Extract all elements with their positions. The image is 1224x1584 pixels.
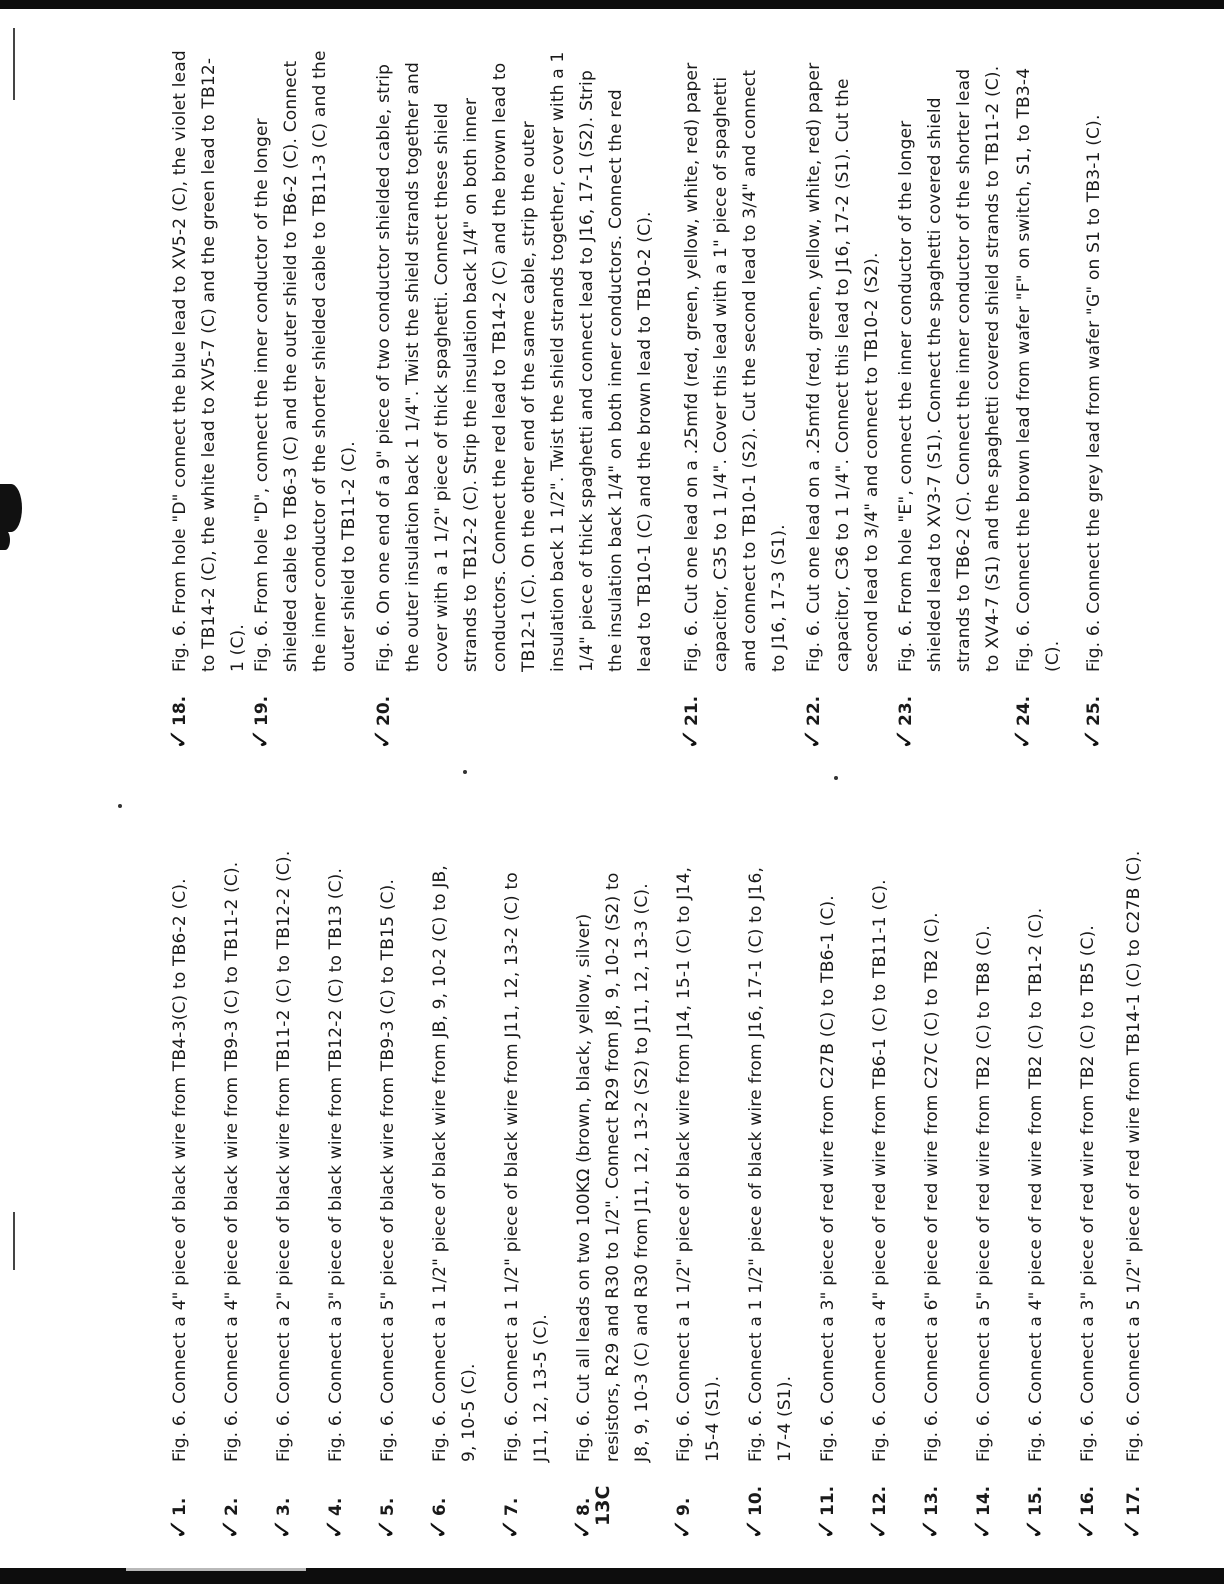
step-text: Fig. 6. Connect a 3" piece of red wire from TB2 (C) to TB5 (C). (1078, 924, 1098, 1462)
step-text: Fig. 6. Connect a 4" piece of red wire from TB2 (C) to TB1-2 (C). (1026, 907, 1046, 1462)
step-text: Fig. 6. From hole "D", connect the inner conductor of the longer shielded cable to TB6-3 (C) and the outer shield to TB6-2 (C). Connect the inner conductor of the shorter shielded cable to TB11-3 (C) and the outer shield to TB11-2 (C). (252, 50, 359, 672)
checkmark-icon: ✓ (496, 1518, 526, 1540)
step-number: 20. (374, 695, 394, 726)
checkmark-icon: ✓ (372, 1518, 402, 1540)
step-text: Fig. 6. Connect a 4" piece of black wire from TB9-3 (C) to TB11-2 (C). (222, 861, 242, 1462)
step-number: 2. (222, 1497, 242, 1516)
step-number: 17. (1124, 1485, 1144, 1516)
checkmark-icon: ✓ (246, 728, 276, 750)
step-text: Fig. 6. Connect a 4" piece of black wire from TB4-3(C) to TB6-2 (C). (170, 878, 190, 1462)
step-number: 12. (870, 1485, 890, 1516)
checkmark-icon: ✓ (968, 1518, 998, 1540)
step-text: Fig. 6. From hole "E", connect the inner conductor of the longer shielded lead to XV3-7 (S1). Connect the spaghetti covered shield strands to TB6-2 (C). Connect the inner conductor of the shorter lead to XV4-7 (S1) and the spaghetti covered shield strands to TB11-2 (C). (896, 65, 1003, 672)
margin-mark (13, 1212, 15, 1270)
checkmark-icon: ✓ (812, 1518, 842, 1540)
step-text: Fig. 6. Cut one lead on a .25mfd (red, green, yellow, white, red) paper capacitor, C36 to 1 1/4". Connect this lead to J16, 17-2 (S1). Cut the second lead to 3/4" and connect to TB10-2 (S2). (804, 62, 882, 672)
step-number: 3. (274, 1497, 294, 1516)
step-number: 23. (896, 695, 916, 726)
checkmark-icon: ✓ (1008, 728, 1038, 750)
step-text: Fig. 6. Connect the brown lead from wafer "F" on switch, S1, to TB3-4 (C). (1014, 67, 1063, 672)
checkmark-icon: ✓ (216, 1518, 246, 1540)
step-text: Fig. 6. Connect a 4" piece of red wire from TB6-1 (C) to TB11-1 (C). (870, 879, 890, 1462)
step-text: Fig. 6. Connect a 6" piece of red wire from C27C (C) to TB2 (C). (922, 912, 942, 1462)
step-number: 18. (170, 695, 190, 726)
step-text: Fig. 6. Connect a 1 1/2" piece of black wire from J14, 15-1 (C) to J14, 15-4 (S1). (674, 866, 723, 1462)
rotated-content (80, 30, 1160, 1538)
step-number: 4. (326, 1497, 346, 1516)
step-text: Fig. 6. Connect a 2" piece of black wire from TB11-2 (C) to TB12-2 (C). (274, 850, 294, 1462)
step-number: 25. (1084, 695, 1104, 726)
checkmark-icon: ✓ (916, 1518, 946, 1540)
checkmark-icon: ✓ (1072, 1518, 1102, 1540)
step-number: 9. (674, 1497, 694, 1516)
step-number: 14. (974, 1485, 994, 1516)
step-number: 15. (1026, 1485, 1046, 1516)
binding-hole-mark (0, 530, 10, 550)
checkmark-icon: ✓ (568, 1518, 598, 1540)
checkmark-icon: ✓ (798, 728, 828, 750)
scan-edge-bottom (0, 1568, 1224, 1584)
step-number: 21. (682, 695, 702, 726)
step-number: 8. (574, 1497, 594, 1516)
step-text: Fig. 6. On one end of a 9" piece of two conductor shielded cable, strip the outer insulation back 1 1/4". Twist the shield strands together and cover with a 1 1/2" piece of thick spaghetti. Connect these shield strands to TB12-2 (C). Strip the insulation back 1/4" on both inner conductors. Connect the red lead to TB14-2 (C) and the brown lead to TB12-1 (C). On the other end of the same cable, strip the outer insulation back 1 1/2". Twist the shield strands together, cover with a 1 1/4" piece of thick spaghetti and connect lead to J16, 17-1 (S2). Strip the insulation back 1/4" on both inner conductors. Connect the red lead to TB10-1 (C) and the brown lead to TB10-2 (C). (374, 51, 655, 672)
step-text: Fig. 6. Connect a 5 1/2" piece of red wire from TB14-1 (C) to C27B (C). (1124, 850, 1144, 1462)
checkmark-icon: ✓ (424, 1518, 454, 1540)
step-number: 7. (502, 1497, 522, 1516)
step-text: Fig. 6. Connect a 5" piece of red wire from TB2 (C) to TB8 (C). (974, 924, 994, 1462)
checkmark-icon: ✓ (668, 1518, 698, 1540)
checkmark-icon: ✓ (1020, 1518, 1050, 1540)
checkmark-icon: ✓ (164, 1518, 194, 1540)
step-text: Fig. 6. Connect a 3" piece of red wire from C27B (C) to TB6-1 (C). (818, 895, 838, 1462)
checkmark-icon: ✓ (164, 728, 194, 750)
margin-mark (13, 28, 15, 100)
step-number: 16. (1078, 1485, 1098, 1516)
step-text: Fig. 6. Connect a 1 1/2" piece of black wire from JB, 9, 10-2 (C) to JB, 9, 10-5 (C). (430, 865, 479, 1462)
page-number: 13C (592, 1485, 614, 1526)
step-text: Fig. 6. From hole "D" connect the blue lead to XV5-2 (C), the violet lead to TB14-2 (C), the white lead to XV5-7 (C) and the green lead to TB12-1 (C). (170, 50, 248, 672)
step-text: Fig. 6. Connect the grey lead from wafer "G" on S1 to TB3-1 (C). (1084, 114, 1104, 672)
checkmark-icon: ✓ (890, 728, 920, 750)
step-text: Fig. 6. Connect a 1 1/2" piece of black wire from J11, 12, 13-2 (C) to J11, 12, 13-5 (C). (502, 872, 551, 1462)
step-text: Fig. 6. Cut one lead on a .25mfd (red, green, yellow, white, red) paper capacitor, C35 to 1 1/4". Cover this lead with a 1" piece of spaghetti and connect to TB10-1 (S2). Cut the second lead to 3/4" and connect to J16, 17-3 (S1). (682, 62, 789, 672)
step-number: 5. (378, 1497, 398, 1516)
scan-edge-mark (126, 1568, 306, 1571)
step-text: Fig. 6. Cut all leads on two 100KΩ (brown, black, yellow, silver) resistors, R29 and R30 to 1/2". Connect R29 from J8, 9, 10-2 (S2) to J8, 9, 10-3 (C) and R30 from J11, 12, 13-2 (S2) to J11, 12, 13-3 (C). (574, 872, 652, 1462)
step-text: Fig. 6. Connect a 3" piece of black wire from TB12-2 (C) to TB13 (C). (326, 867, 346, 1462)
step-number: 10. (746, 1485, 766, 1516)
step-number: 1. (170, 1497, 190, 1516)
checkmark-icon: ✓ (268, 1518, 298, 1540)
checkmark-icon: ✓ (740, 1518, 770, 1540)
step-number: 24. (1014, 695, 1034, 726)
step-text: Fig. 6. Connect a 1 1/2" piece of black wire from J16, 17-1 (C) to J16, 17-4 (S1). (746, 866, 795, 1462)
checkmark-icon: ✓ (676, 728, 706, 750)
step-number: 6. (430, 1497, 450, 1516)
step-text: Fig. 6. Connect a 5" piece of black wire from TB9-3 (C) to TB15 (C). (378, 878, 398, 1462)
step-number: 11. (818, 1485, 838, 1516)
scan-edge-top (0, 0, 1224, 9)
step-number: 22. (804, 695, 824, 726)
binding-hole-mark (0, 484, 22, 532)
step-number: 13. (922, 1485, 942, 1516)
checkmark-icon: ✓ (1118, 1518, 1148, 1540)
checkmark-icon: ✓ (1078, 728, 1108, 750)
checkmark-icon: ✓ (864, 1518, 894, 1540)
checkmark-icon: ✓ (368, 728, 398, 750)
checkmark-icon: ✓ (320, 1518, 350, 1540)
step-number: 19. (252, 695, 272, 726)
